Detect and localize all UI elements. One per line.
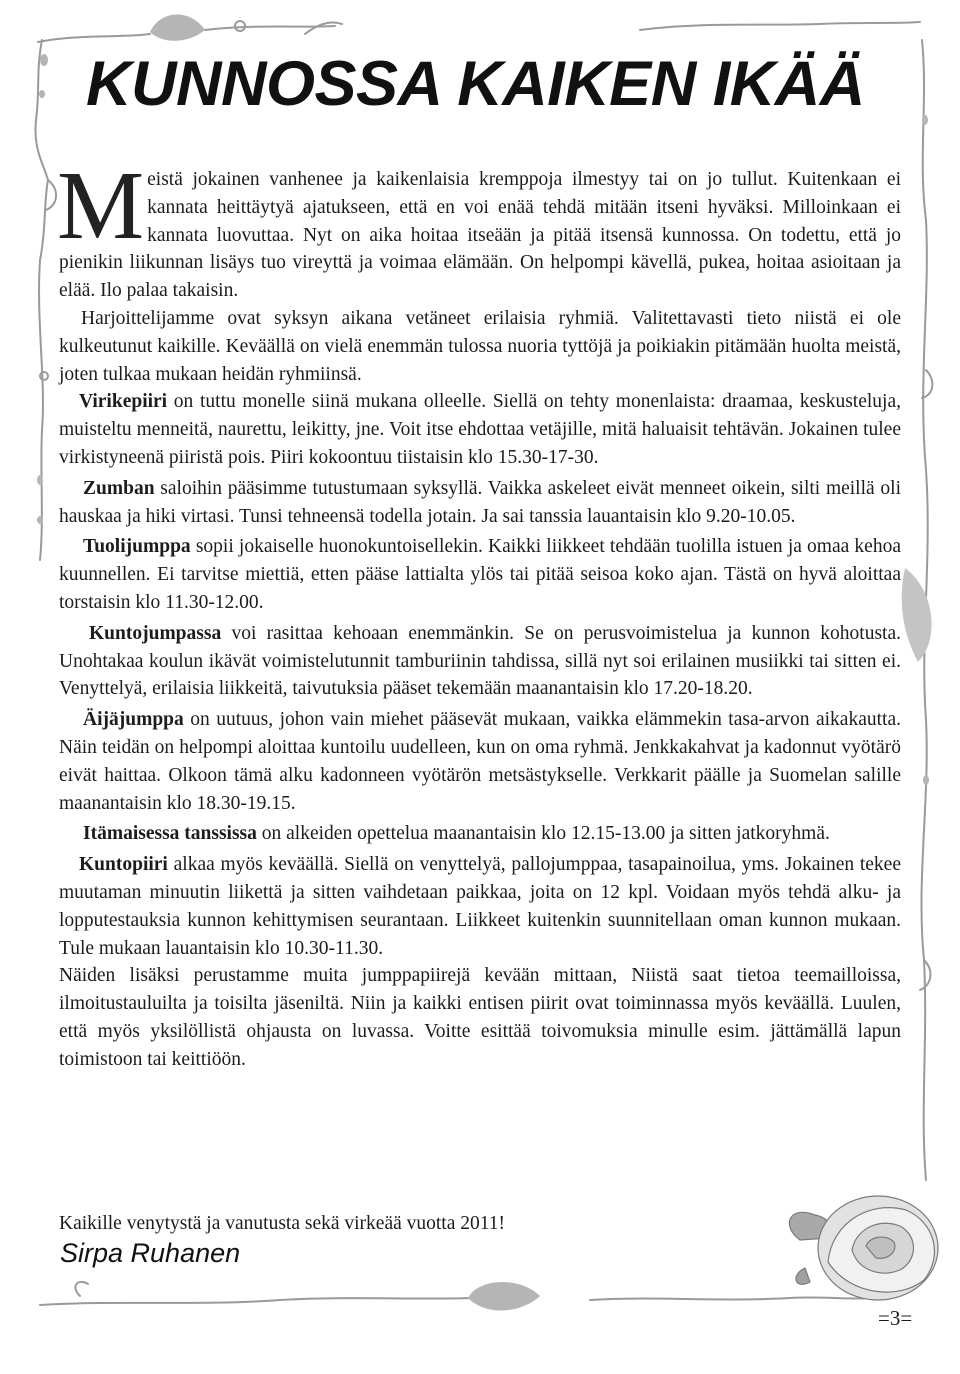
intro-text: eistä jokainen vanhenee ja kaikenlaisia kremppoja ilmestyy tai on jo tullut. Kuitenkaan ei kannata heittäytyä ajatukseen, että en voi enää tehdä mitään itseni hyväksi. Milloinkaan ei kannata luovuttaa. Nyt on aika hoitaa itseään ja pitää itsensä kunnossa. On todettu, että jo pienikin liikunnan lisäys tuo vireyttä ja voimaa elämään. On helpompi kävellä, pukea, hoitaa asioitaan ja elää. Ilo palaa takaisin. [59, 169, 901, 302]
group-text: saloihin pääsimme tutustumaan syksyllä. Vaikka askeleet eivät menneet oikein, silti meillä oli hauskaa ja hiki virtasi. Tunsi tehneensä todella jotain. Ja sai tanssia lauantaisin klo 9.20-10.05. [59, 477, 901, 527]
group-text: sopii jokaiselle huonokuntoisellekin. Kaikki liikkeet tehdään tuolilla istuen ja omaa kehoa kuunnellen. Ei tarvitse miettiä, etten pääse lattialta ylös tai pitää seisoa koko ajan. Tästä on hyvä aloittaa torstaisin klo 11.30-12.00. [59, 536, 901, 613]
group-text: on tuttu monelle siinä mukana olleelle. Siellä on tehty monenlaista: draamaa, keskusteluja, muisteltu menneitä, naurettu, leikitty, jne. Voit itse ehdottaa vetäjille, mitä haluaisit tehtävän. Jokainen tulee virkistyneenä piiristä pois. Piiri kokoontuu tiistaisin klo 15.30-17-30. [59, 391, 901, 468]
group-paragraph-zumba [59, 475, 901, 531]
group-text: alkaa myös keväällä. Siellä on venyttelyä, pallojumppaa, tasapainoilua, yms. Jokainen tekee muutaman minuutin liikettä ja sitten vaihdetaan paikkaa, joita on 12 kpl. Voidaan myös tehdä alku- ja lopputestauksia kunnon kehittymisen seurantaan. Liikkeet kuitenkin suunnitellaan oman kunnon mukaan. Tule mukaan lauantaisin klo 10.30-11.30. [59, 854, 901, 959]
article-body [57, 152, 901, 1074]
group-paragraph-itamainen-tanssi [59, 820, 901, 848]
drop-cap: M [57, 152, 145, 260]
group-text: voi rasittaa kehoaan enemmänkin. Se on perusvoimistelua ja kunnon kohotusta. Unohtakaa koulun ikävät voimistelutunnit tamburiinin tahdissa, sillä nyt soi erilainen musiikki tai sitten ei. Venyttelyä, erilaisia liikkeitä, taivutuksia pääset tekemään maanantaisin klo 17.20-18.20. [59, 622, 901, 700]
group-name: Kuntopiiri [79, 854, 168, 876]
group-text: on alkeiden opettelua maanantaisin klo 12.15-13.00 ja sitten jatkoryhmä. [256, 823, 830, 845]
group-paragraph-kuntopiiri [59, 851, 901, 962]
signature: Sirpa Ruhanen [60, 1238, 241, 1268]
group-paragraph-virikepiiri [59, 388, 901, 471]
group-text: on uutuus, johon vain miehet pääsevät mukaan, vaikka elämmekin tasa-arvon aikakautta. Näin teidän on helpompi aloittaa kuntoilu uudelleen, kun on oma ryhmä. Jenkkakahvat ja kadonnut vyötärö eivät haittaa. Olkoon tämä alku kadonneen vyötärön metsästykselle. Verkkarit päälle ja Suomelan salille maanantaisin klo 18.30-19.15. [59, 709, 901, 814]
group-name: Kuntojumpassa [89, 622, 222, 644]
page-title: KUNNOSSA KAIKEN IKÄÄ [86, 49, 865, 119]
groups-intro-paragraph: Harjoittelijamme ovat syksyn aikana vetäneet erilaisia ryhmiä. Valitettavasti tieto niistä ei ole kulkeutunut kaikille. Keväällä on vielä enemmän tulossa nuoria tyttöjä ja poikiakin pitämään huolta meistä, joten tulkaa mukaan heidän ryhmiinsä. [59, 307, 901, 385]
group-paragraph-tuolijumppa [59, 533, 901, 616]
group-name: Zumban [83, 477, 155, 499]
group-name: Virikepiiri [79, 391, 168, 413]
group-name: Itämaisessa tanssissa [83, 823, 257, 845]
closing-line: Kaikille venytystä ja vanutusta sekä virkeää vuotta 2011! [59, 1213, 506, 1234]
group-name: Tuolijumppa [83, 536, 191, 558]
page-number: =3= [878, 1306, 913, 1330]
group-paragraph-aijajumppa [59, 706, 901, 817]
group-paragraph-kuntojumppa [59, 620, 901, 703]
intro-paragraph [57, 152, 901, 305]
rose-image [789, 1196, 938, 1300]
outro-paragraph: Näiden lisäksi perustamme muita jumppapiirejä kevään mittaan, Niistä saat tietoa teemailloissa, ilmoitustauluilta ja toisilta jäseniltä. Niin ja kaikki entisen piirit ovat toiminnassa myös keväällä. Luulen, että myös yksilöllistä ohjausta on luvassa. Voitte esittää toivomuksia minulle esim. jättämällä lapun toimistoon tai keittiöön. [59, 965, 901, 1070]
group-name: Äijäjumppa [83, 709, 184, 731]
